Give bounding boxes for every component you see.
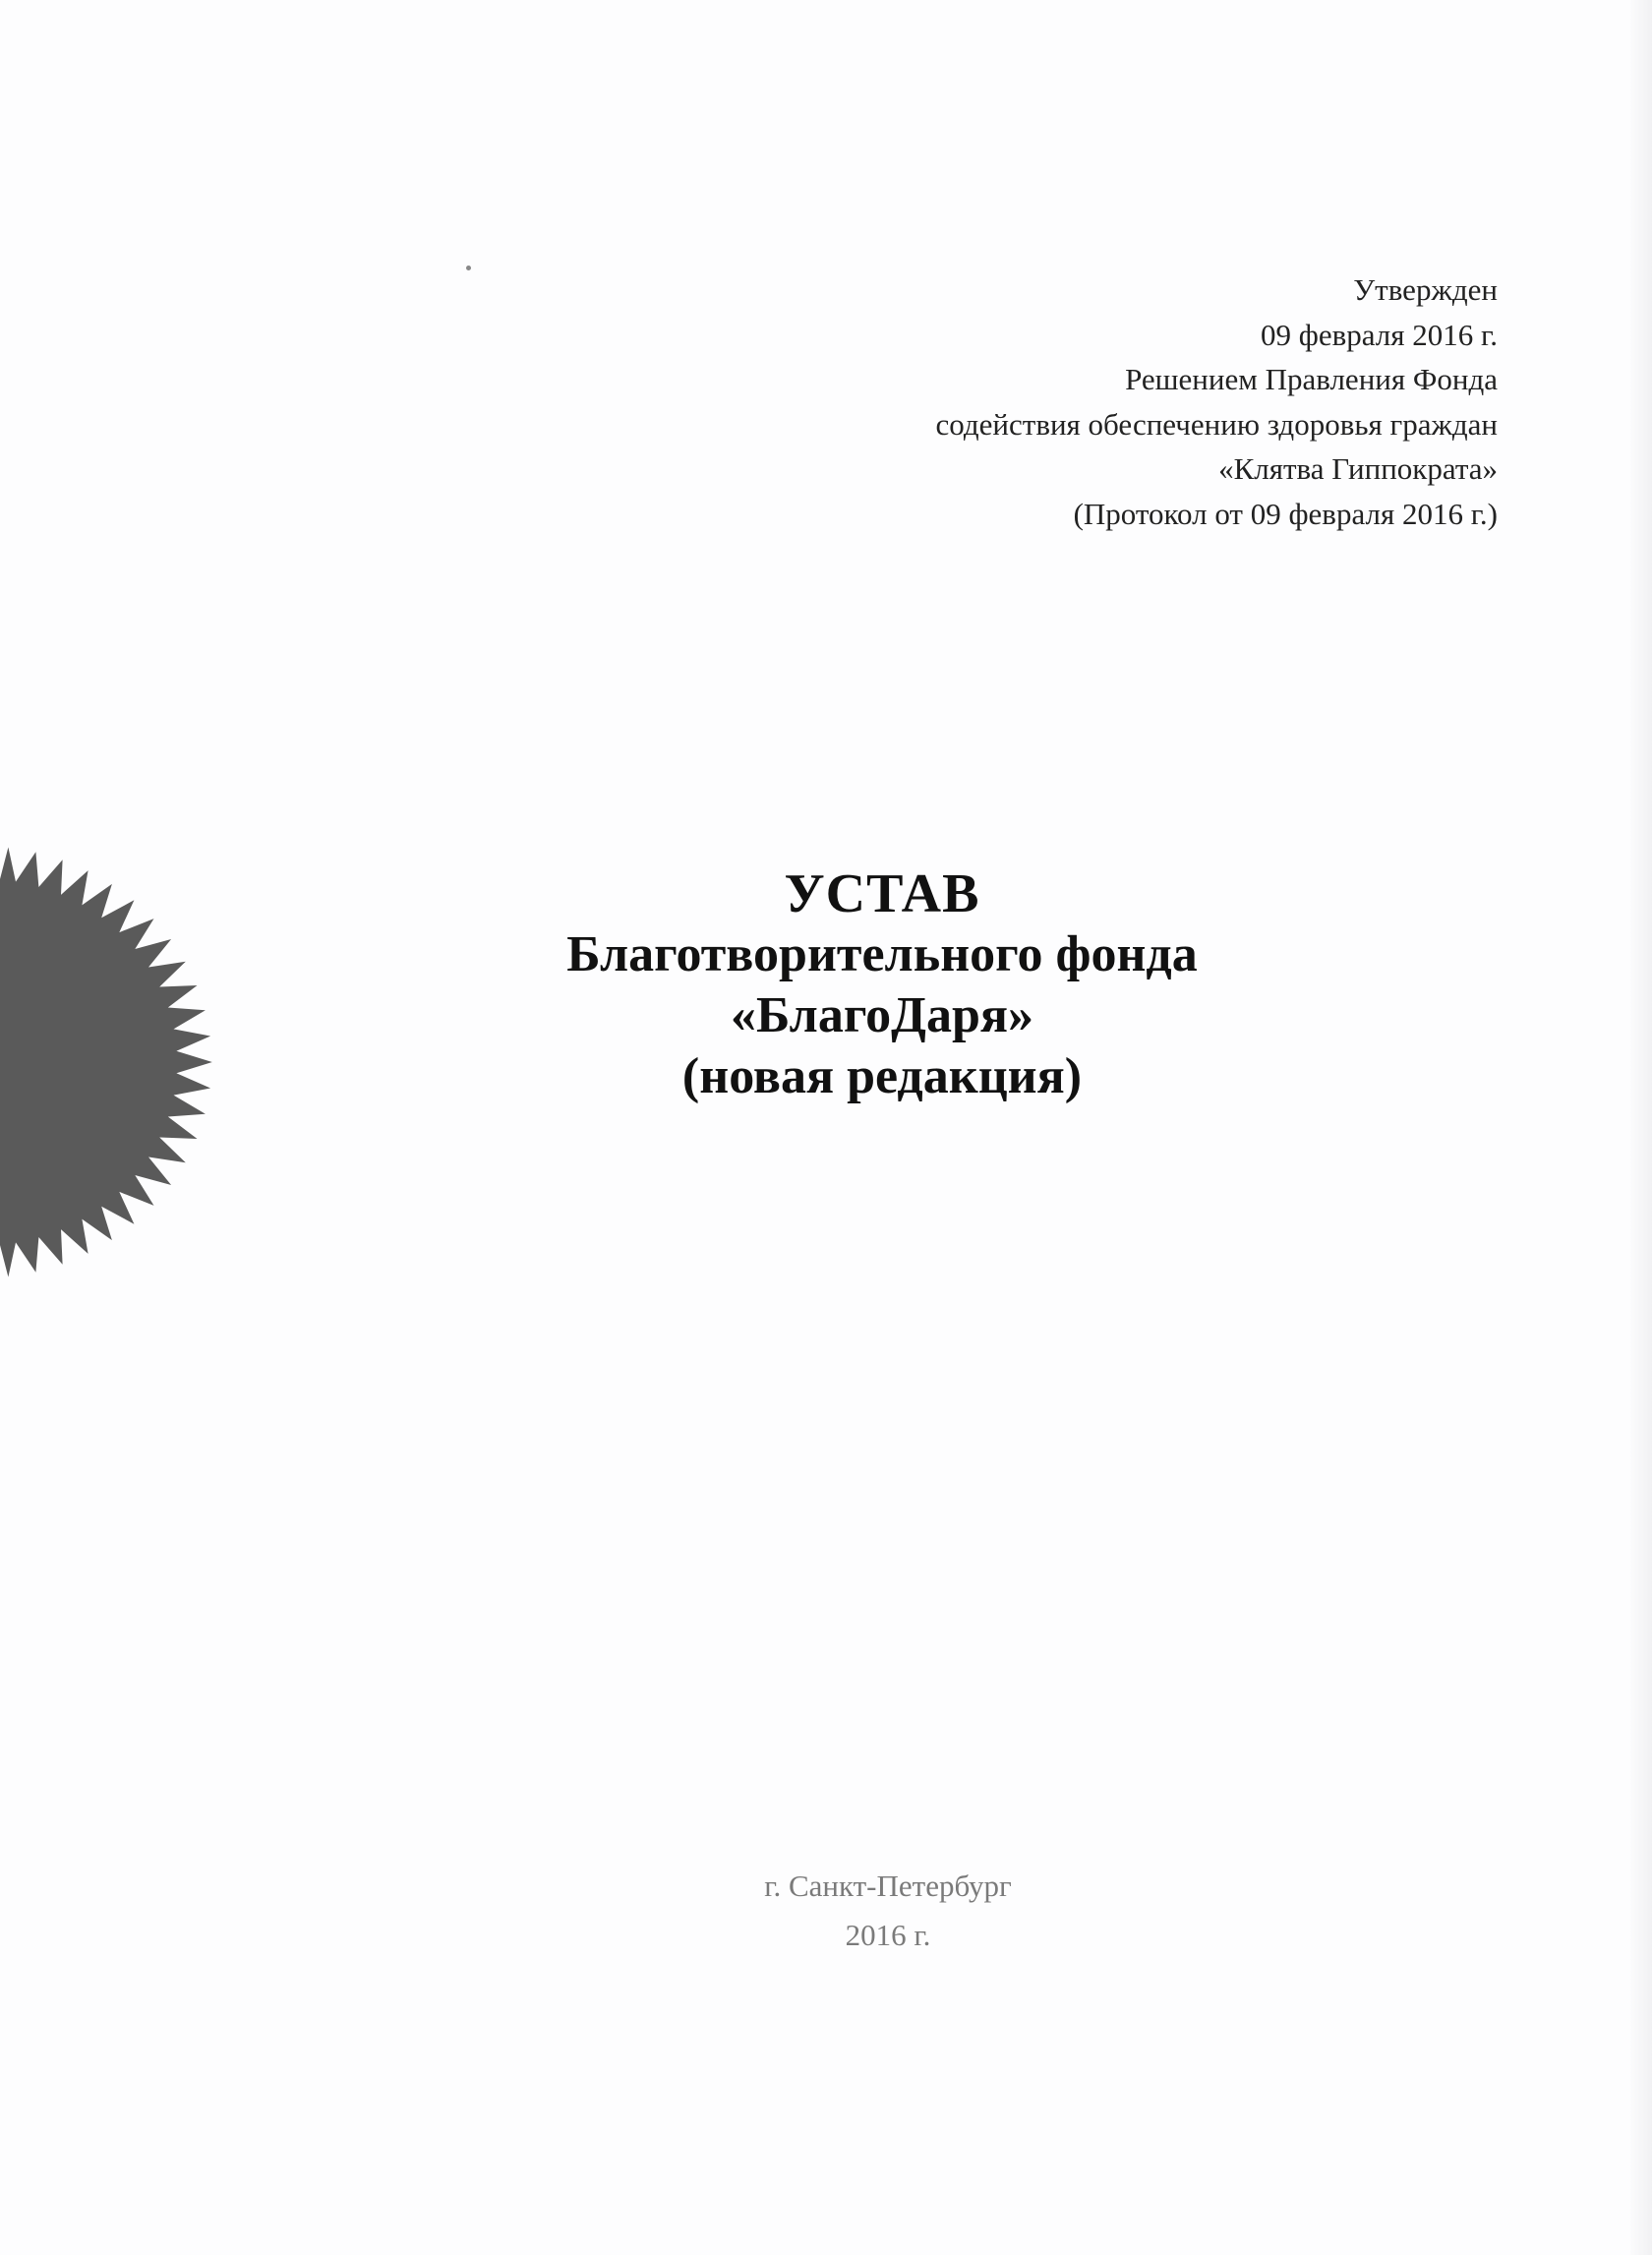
scan-speck: [466, 266, 471, 270]
document-title: УСТАВ: [784, 863, 980, 924]
fund-name: «БлагоДаря»: [730, 987, 1033, 1043]
approval-line: Решением Правления Фонда: [1125, 362, 1498, 397]
year-of-issue: 2016 г.: [845, 1918, 931, 1952]
document-subtitle: Благотворительного фонда: [566, 926, 1198, 982]
approval-line: «Клятва Гиппократа»: [1218, 451, 1498, 487]
approval-line: Утвержден: [1353, 272, 1498, 307]
approval-line: содействия обеспечению здоровья граждан: [935, 406, 1498, 442]
approval-line: (Протокол от 09 февраля 2016 г.): [1073, 496, 1498, 531]
approval-line: 09 февраля 2016 г.: [1261, 317, 1498, 352]
title-block: [0, 863, 1652, 1107]
edition-note: (новая редакция): [681, 1048, 1083, 1104]
approval-block: [936, 267, 1498, 537]
place-of-issue: г. Санкт-Петербург: [764, 1869, 1012, 1903]
footer-block: [0, 1862, 1652, 1960]
